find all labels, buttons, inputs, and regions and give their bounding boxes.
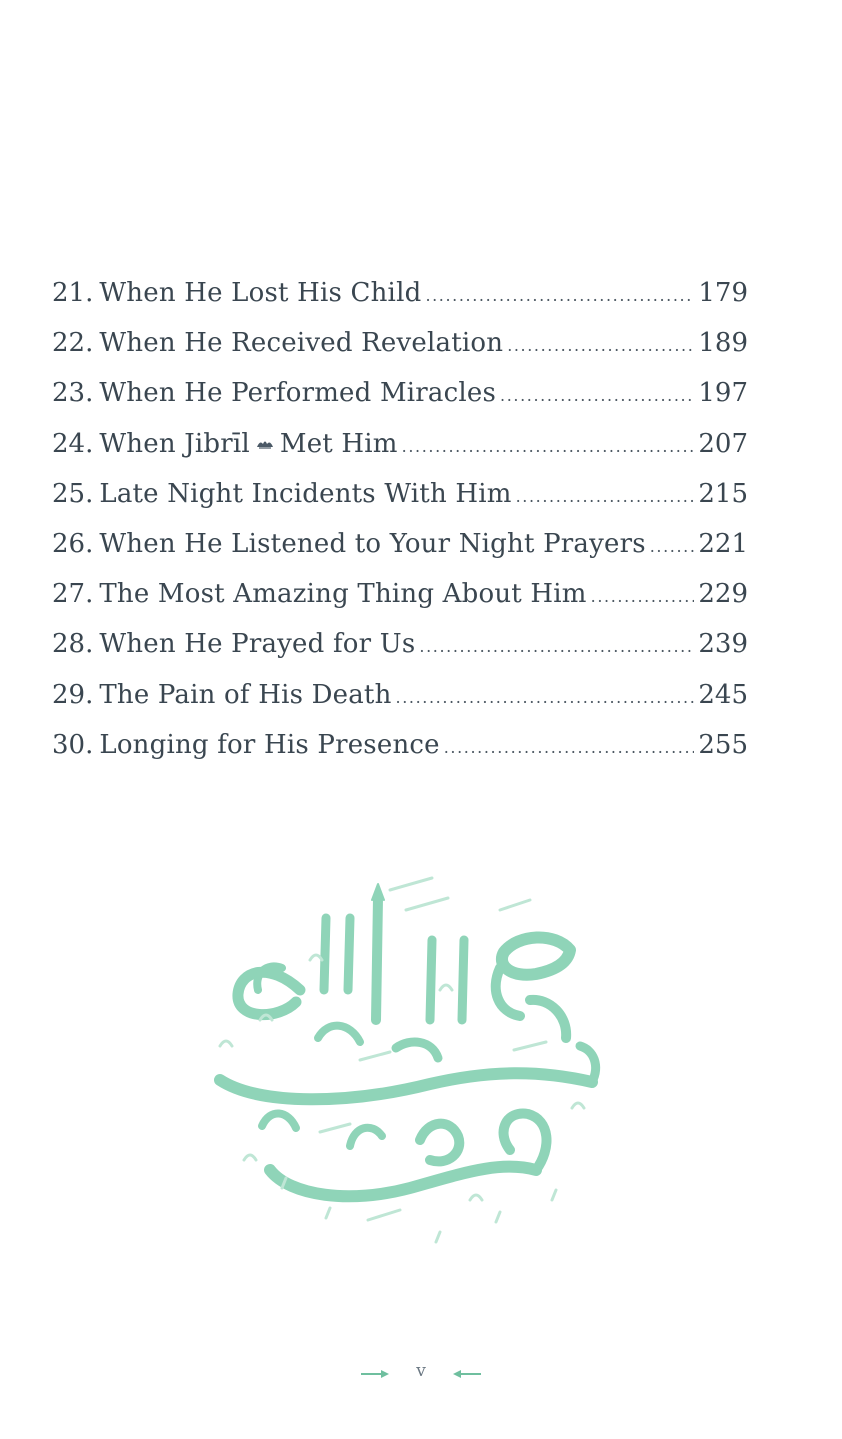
entry-page-number: 197 [698, 378, 748, 409]
entry-number: 23. [52, 378, 94, 409]
toc-entry[interactable] [52, 619, 748, 669]
entry-title-part: Met Him [279, 428, 398, 459]
toc-entry[interactable] [52, 720, 748, 770]
entry-page-number: 189 [698, 328, 748, 359]
toc-entry[interactable] [52, 569, 748, 619]
arrow-ornament-icon [359, 1365, 393, 1377]
toc-entry[interactable] [52, 469, 748, 519]
dot-leader [444, 723, 695, 773]
dot-leader [500, 371, 694, 421]
entry-title: The Most Amazing Thing About Him [99, 579, 587, 610]
table-of-contents [52, 268, 748, 770]
dot-leader [402, 422, 695, 472]
arrow-ornament-icon [449, 1365, 483, 1377]
dot-leader [507, 321, 694, 371]
entry-number: 30. [52, 729, 94, 760]
dot-leader [650, 522, 695, 572]
dot-leader [516, 472, 695, 522]
entry-title: When He Performed Miracles [99, 378, 497, 409]
honorific-icon [256, 420, 274, 470]
entry-number: 21. [52, 278, 94, 308]
entry-number: 26. [52, 528, 94, 559]
dot-leader [425, 271, 694, 321]
entry-title: The Pain of His Death [99, 679, 392, 710]
entry-number: 29. [52, 679, 94, 710]
entry-number: 28. [52, 629, 94, 660]
entry-title: Longing for His Presence [99, 729, 440, 760]
entry-page-number: 207 [698, 428, 748, 459]
entry-page-number: 215 [698, 478, 748, 509]
entry-number: 24. [52, 428, 94, 459]
dot-leader [396, 673, 695, 723]
toc-entry[interactable] [52, 419, 748, 469]
entry-page-number: 221 [698, 528, 748, 559]
entry-title: Late Night Incidents With Him [99, 478, 512, 509]
entry-title: When He Lost His Child [99, 278, 422, 308]
entry-title: When He Received Revelation [99, 328, 504, 359]
entry-title-part: When Jibrīl [99, 428, 250, 459]
entry-title: When He Listened to Your Night Prayers [99, 528, 646, 559]
calligraphy-emblem-icon [200, 870, 620, 1270]
toc-entry[interactable] [52, 519, 748, 569]
toc-entry[interactable] [52, 268, 748, 318]
entry-number: 27. [52, 579, 94, 610]
dot-leader [419, 622, 694, 672]
dot-leader [591, 572, 695, 622]
page-number: v [416, 1360, 426, 1381]
entry-page-number: 245 [698, 679, 748, 710]
entry-page-number: 255 [698, 729, 748, 760]
entry-title: When He Prayed for Us [99, 629, 416, 660]
toc-entry[interactable] [52, 670, 748, 720]
entry-number: 25. [52, 478, 94, 509]
toc-entry[interactable] [52, 318, 748, 368]
entry-page-number: 229 [698, 579, 748, 610]
entry-title [99, 419, 397, 470]
toc-entry[interactable] [52, 368, 748, 418]
entry-page-number: 239 [698, 629, 748, 660]
page-footer [0, 1360, 842, 1381]
entry-number: 22. [52, 328, 94, 359]
entry-page-number: 179 [698, 278, 748, 308]
